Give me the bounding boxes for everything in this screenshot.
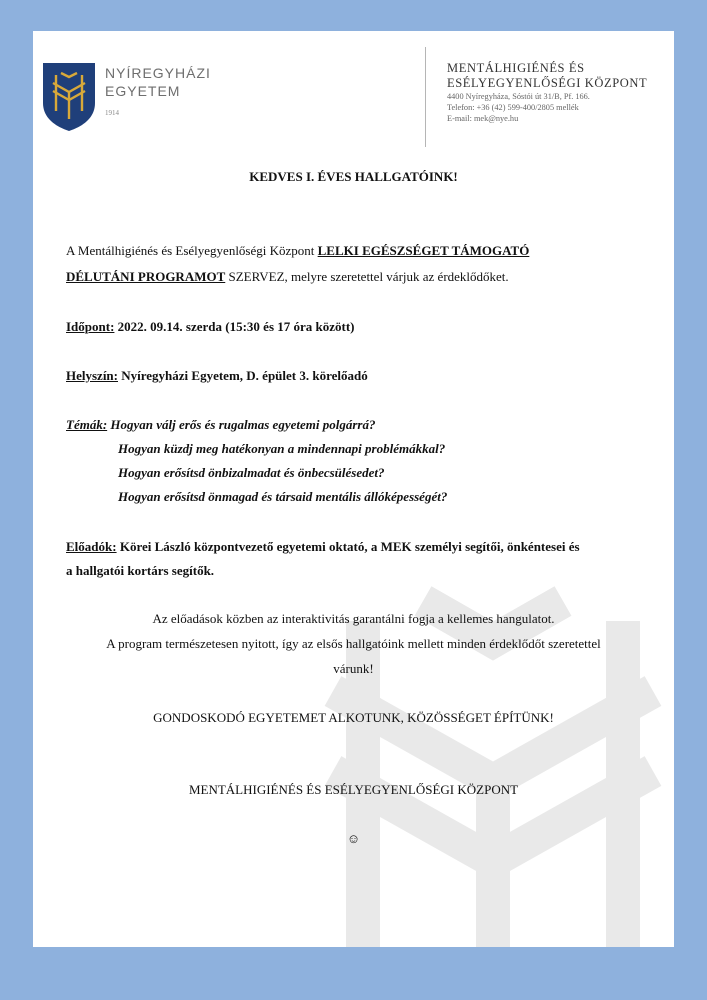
location-label: Helyszín: [66, 368, 118, 383]
time-row [66, 319, 355, 335]
smiley-icon: ☺ [346, 831, 361, 846]
speakers-label: Előadók: [66, 539, 117, 554]
intro-line-2 [66, 269, 509, 285]
location-row [66, 368, 368, 384]
slogan: GONDOSKODÓ EGYETEMET ALKOTUNK, KÖZÖSSÉGET ÉPÍTÜNK! [153, 710, 554, 725]
letter-page [33, 31, 674, 947]
time-label: Időpont: [66, 319, 115, 334]
center-contact-block [447, 61, 647, 124]
closing-line-1: Az előadások közben az interaktivitás garantálni fogja a kellemes hangulatot. [152, 611, 555, 626]
intro-suffix: SZERVEZ, melyre szeretettel várjuk az érdeklődőket. [225, 269, 509, 284]
speakers-line-1 [66, 539, 580, 555]
time-value: 2022. 09.14. szerda (15:30 és 17 óra között) [114, 319, 355, 334]
university-founding-year: 1914 [105, 109, 119, 117]
center-email: E-mail: mek@nye.hu [447, 114, 519, 123]
center-address: 4400 Nyíregyháza, Sóstói út 31/B, Pf. 166. [447, 92, 590, 101]
topics-label: Témák: [66, 417, 108, 432]
university-name-line-2: EGYETEM [105, 83, 181, 99]
center-title [447, 61, 647, 91]
speakers-text: Körei László központvezető egyetemi oktató, a MEK személyi segítői, önkéntesei és [116, 539, 580, 554]
intro-program-title-2: DÉLUTÁNI PROGRAMOT [66, 269, 226, 284]
intro-prefix: A Mentálhigiénés és Esélyegyenlőségi Központ [66, 243, 318, 258]
header-divider [425, 47, 426, 147]
center-title-line-2: ESÉLYEGYENLŐSÉGI KÖZPONT [447, 76, 648, 90]
center-title-line-1: MENTÁLHIGIÉNÉS ÉS [447, 61, 585, 75]
university-shield-logo-icon [41, 61, 97, 133]
speakers-line-2: a hallgatói kortárs segítők. [66, 563, 215, 578]
center-phone: Telefon: +36 (42) 599-400/2805 mellék [447, 103, 579, 112]
greeting-heading: KEDVES I. ÉVES HALLGATÓINK! [249, 169, 458, 184]
topic-text: Hogyan válj erős és rugalmas egyetemi polgárrá? [107, 417, 376, 432]
location-value: Nyíregyházi Egyetem, D. épület 3. körelőadó [118, 368, 368, 383]
intro-line-1 [66, 243, 529, 259]
intro-program-title-1: LELKI EGÉSZSÉGET TÁMOGATÓ [317, 243, 530, 258]
closing-line-3: várunk! [333, 661, 374, 676]
university-name [105, 64, 211, 100]
signature: MENTÁLHIGIÉNÉS ÉS ESÉLYEGYENLŐSÉGI KÖZPONT [188, 782, 519, 797]
topic-item: Hogyan erősítsd önmagad és társaid mentális állóképességét? [118, 489, 448, 504]
topic-item: Hogyan erősítsd önbizalmadat és önbecsülésedet? [118, 465, 385, 480]
topic-item [66, 417, 375, 433]
topic-item: Hogyan küzdj meg hatékonyan a mindennapi problémákkal? [118, 441, 446, 456]
university-name-line-1: NYÍREGYHÁZI [105, 65, 211, 81]
closing-line-2: A program természetesen nyitott, így az elsős hallgatóink mellett minden érdeklődőt szeretettel [106, 636, 601, 651]
